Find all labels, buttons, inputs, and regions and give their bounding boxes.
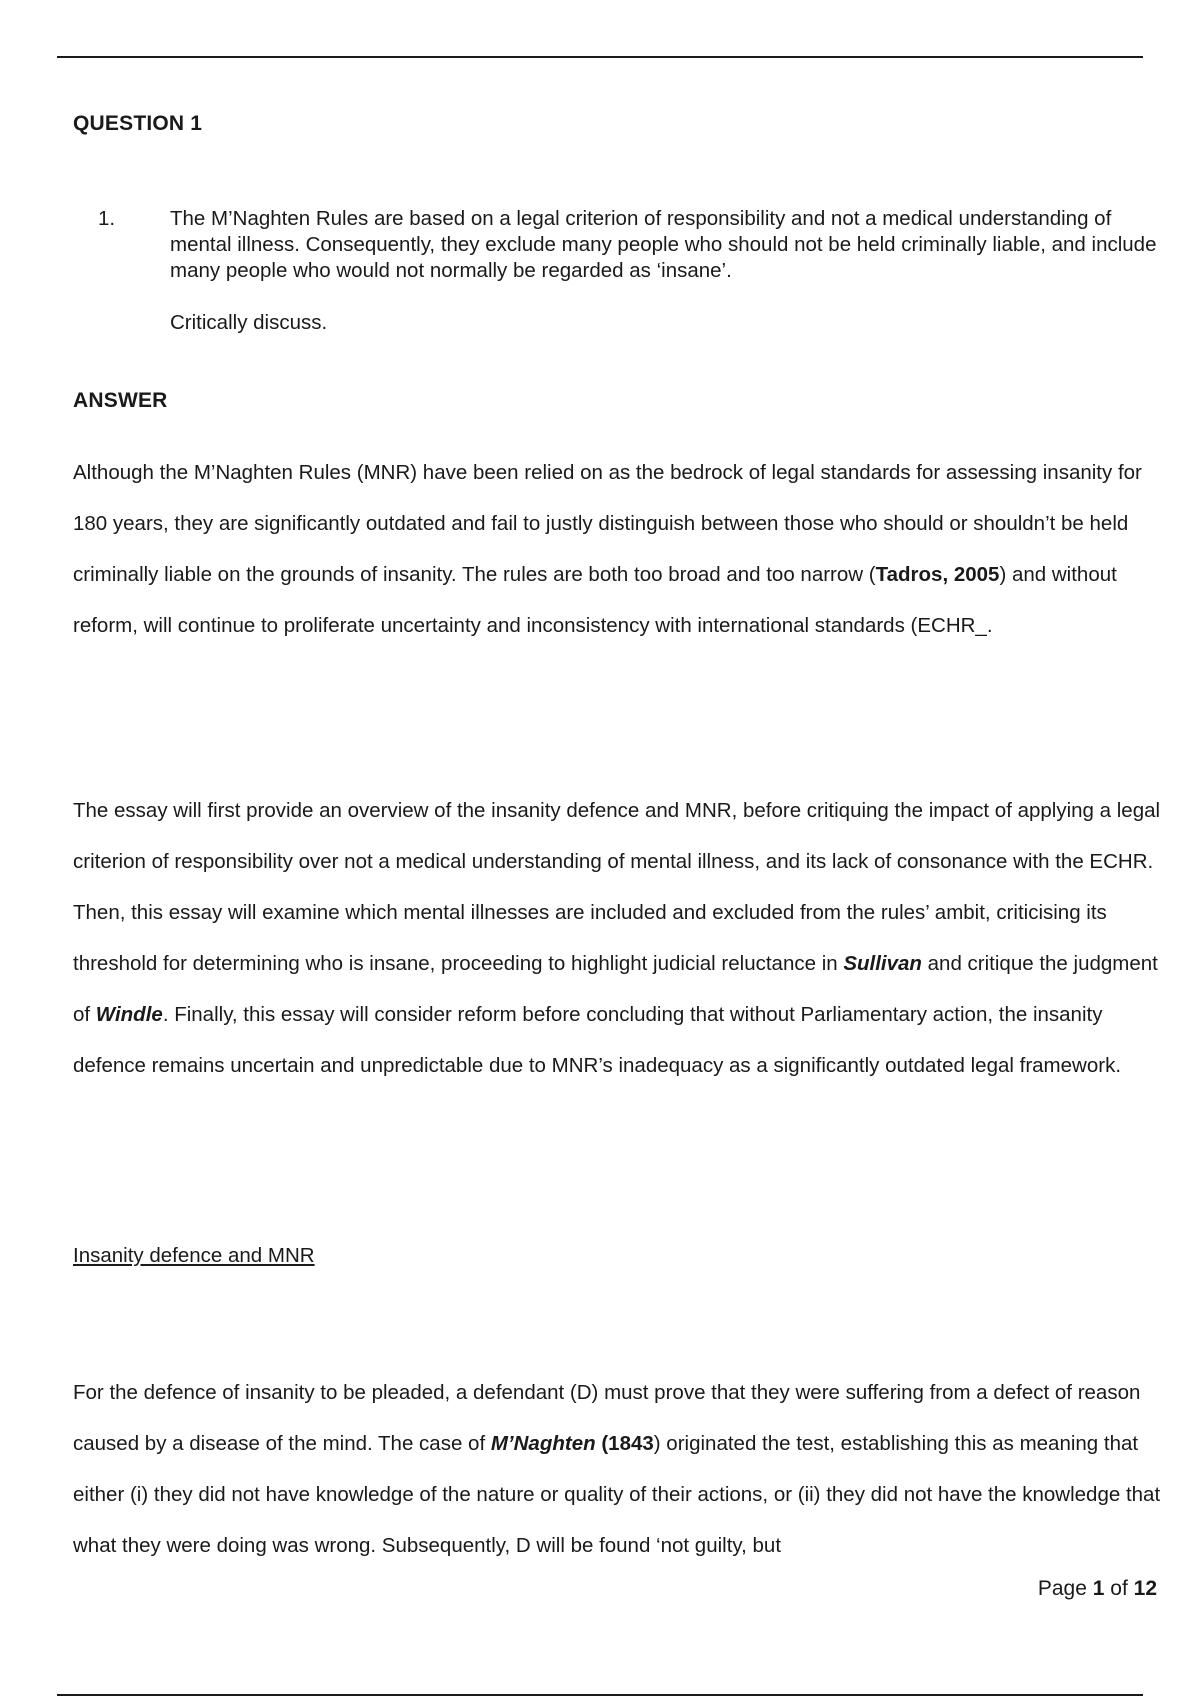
- top-rule: [57, 56, 1143, 58]
- question-instruction: Critically discuss.: [170, 311, 328, 334]
- answer-paragraph-defence: For the defence of insanity to be pleaded, a defendant (D) must prove that they were suffering from a defect of reason caused by a disease of the mind. The case of M’Naghten (1843) originated the test, establishing this as meaning that either (i) they did not have knowledge of the nature or quality of their actions, or (ii) they did not have the knowledge that what they were doing was wrong. Subsequently, D will be found ‘not guilty, but: [73, 1381, 1161, 1557]
- page-number: Page 1 of 12: [1037, 1577, 1157, 1600]
- question-text: The M’Naghten Rules are based on a legal criterion of responsibility and not a medical understanding of mental illness. Consequently, they exclude many people who should not be held criminally liable, and include many people who would not normally be regarded as ‘insane’.: [170, 207, 1157, 282]
- answer-paragraph-outline: The essay will first provide an overview of the insanity defence and MNR, before critiquing the impact of applying a legal criterion of responsibility over not a medical understanding of mental illness, and its lack of consonance with the ECHR. Then, this essay will examine which mental illnesses are included and excluded from the rules’ ambit, criticising its threshold for determining who is insane, proceeding to highlight judicial reluctance in Sullivan and critique the judgment of Windle. Finally, this essay will consider reform before concluding that without Parliamentary action, the insanity defence remains uncertain and unpredictable due to MNR’s inadequacy as a significantly outdated legal framework.: [73, 799, 1161, 1077]
- case-sullivan: Sullivan: [843, 952, 922, 975]
- question-heading: QUESTION 1: [73, 112, 203, 135]
- question-number: 1.: [98, 207, 116, 230]
- case-mnaghten: M’Naghten: [490, 1432, 596, 1455]
- case-year: (1843: [595, 1432, 654, 1455]
- answer-paragraph-intro: Although the M’Naghten Rules (MNR) have been relied on as the bedrock of legal standards for assessing insanity for 180 years, they are significantly outdated and fail to justly distinguish between those who should or shouldn’t be held criminally liable on the grounds of insanity. The rules are both too broad and too narrow (Tadros, 2005) and without reform, will continue to proliferate uncertainty and inconsistency with international standards (ECHR_.: [73, 461, 1142, 637]
- section-subheading: Insanity defence and MNR: [73, 1244, 315, 1267]
- answer-heading: ANSWER: [73, 389, 168, 412]
- bottom-rule: [57, 1694, 1143, 1696]
- citation-tadros: Tadros, 2005: [875, 563, 1000, 586]
- case-windle: Windle: [95, 1003, 163, 1026]
